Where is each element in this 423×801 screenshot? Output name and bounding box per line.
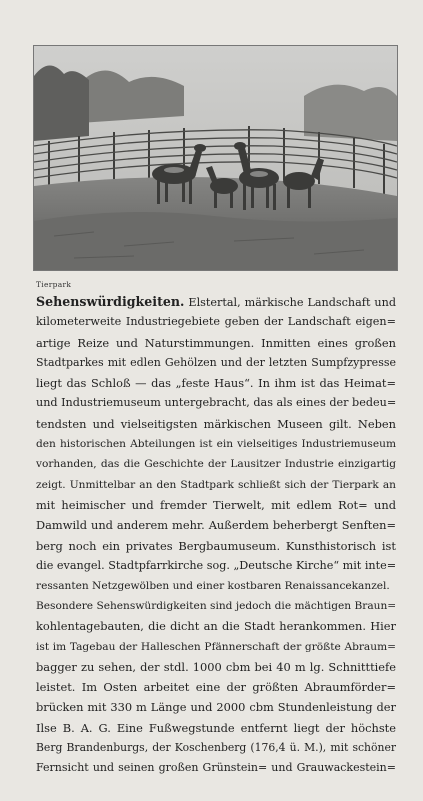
text-line: berg noch ein privates Bergbaumuseum. Kunsthistorisch ist	[36, 538, 396, 553]
text-line: leistet. Im Osten arbeitet eine der größten Abraumförder=	[36, 680, 396, 695]
deer-park-photo	[33, 45, 398, 271]
text-line: Ilse B. A. G. Eine Fußwegstunde entfernt liegt der höchste	[36, 720, 396, 735]
text-line: artige Reize und Naturstimmungen. Inmitten eines großen	[36, 335, 396, 350]
paragraph-1	[36, 292, 396, 596]
text-line: Berg Brandenburgs, der Koschenberg (176,4 ü. M.), mit schöner	[36, 741, 396, 755]
text-line: den historischen Abteilungen ist ein vielseitiges Industriemuseum	[36, 438, 396, 451]
section-heading: Sehenswürdigkeiten.	[36, 294, 185, 309]
text-line: liegt das Schloß — das „feste Haus“. In ihm ist das Heimat=	[36, 376, 396, 391]
text-line: kilometerweite Industriegebiete geben der Landschaft eigen=	[36, 315, 396, 329]
text-line: ist im Tagebau der Halleschen Pfännerschaft der größte Abraum=	[36, 640, 396, 653]
text-line	[36, 292, 396, 312]
text-line-content: Elstertal, märkische Landschaft und	[184, 296, 396, 309]
deer-park-photo-image	[34, 46, 397, 270]
text-line: brücken mit 330 m Länge und 2000 cbm Stundenleistung der	[36, 700, 396, 715]
text-line: die evangel. Stadtpfarrkirche sog. „Deutsche Kirche“ mit inte=	[36, 558, 396, 572]
text-line: bagger zu sehen, der stdl. 1000 cbm bei 40 m lg. Schnitttiefe	[36, 659, 396, 674]
text-line: zeigt. Unmittelbar an den Stadtpark schließt sich der Tierpark an	[36, 478, 396, 491]
text-line: Besondere Sehenswürdigkeiten sind jedoch die mächtigen Braun=	[36, 600, 396, 612]
text-line: kohlentagebauten, die dicht an die Stadt herankommen. Hier	[36, 619, 396, 634]
text-line: Fernsicht und seinen großen Grünstein= und Grauwackestein=	[36, 761, 396, 775]
paragraph-2	[36, 596, 396, 779]
text-line: tendsten und vielseitigsten märkischen Museen gilt. Neben	[36, 416, 396, 431]
text-line: und Industriemuseum untergebracht, das als eines der bedeu=	[36, 396, 396, 410]
text-line: Stadtparkes mit edlen Gehölzen und der letzten Sumpfzypresse	[36, 355, 396, 369]
text-line: vorhanden, das die Geschichte der Lausitzer Industrie einzigartig	[36, 458, 396, 471]
text-line: Damwild und anderem mehr. Außerdem beherbergt Senften=	[36, 518, 396, 533]
text-line: mit heimischer und fremder Tierwelt, mit edlem Rot= und	[36, 497, 396, 512]
figure-caption: Tierpark	[36, 280, 72, 289]
text-line: ressanten Netzgewölben und einer kostbaren Renaissancekanzel.	[36, 580, 390, 593]
